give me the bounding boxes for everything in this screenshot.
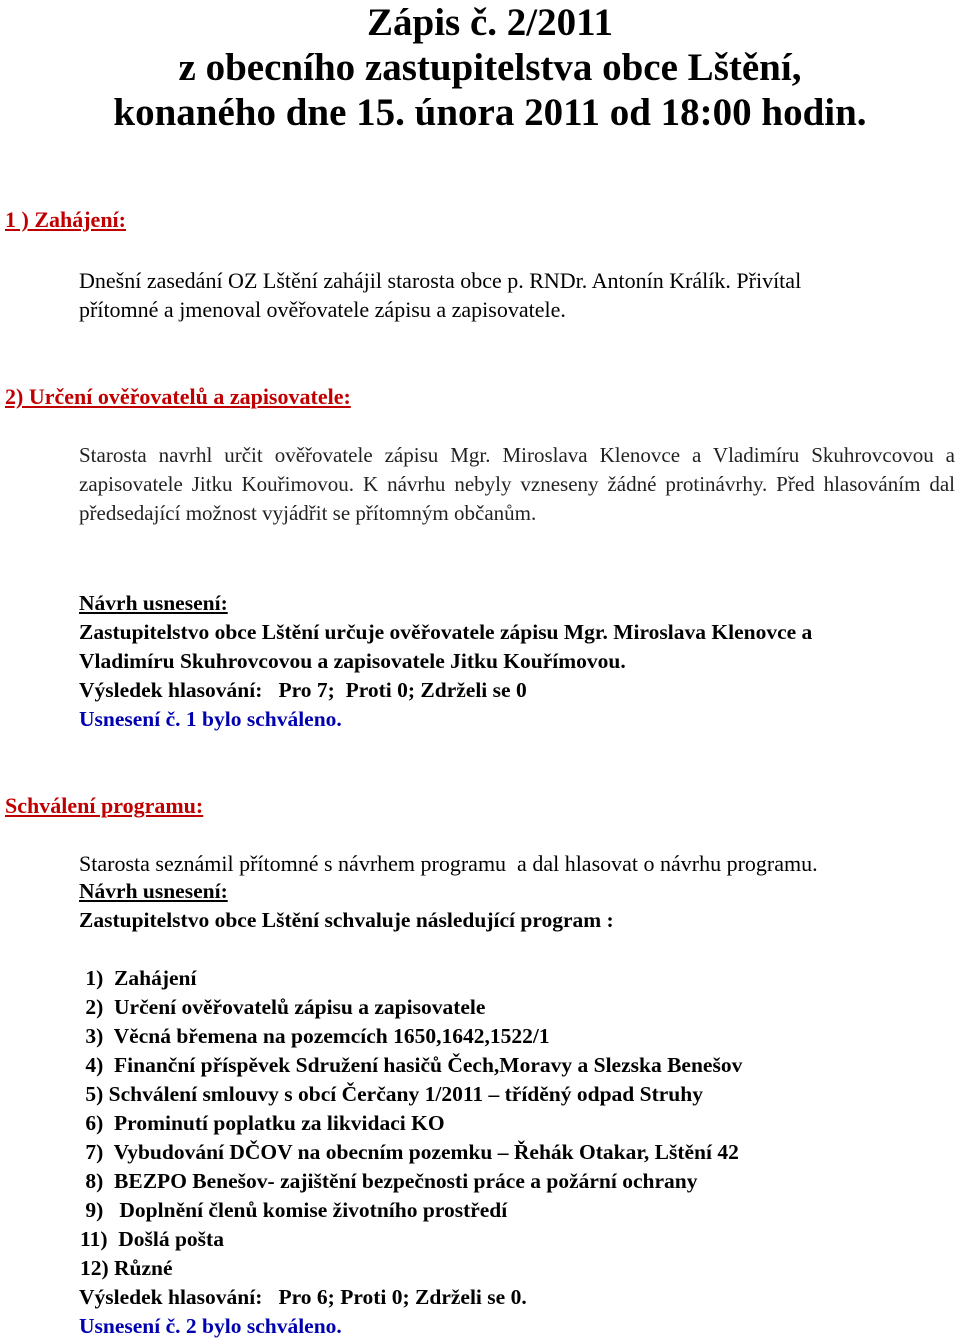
section-1-text-line-2: přítomné a jmenoval ověřovatele zápisu a zapisovatele. (79, 297, 566, 322)
program-item: 12) Různé (80, 1256, 173, 1280)
section-2-approved: Usnesení č. 1 bylo schváleno. (79, 707, 342, 731)
section-1-heading: 1 ) Zahájení: (5, 207, 126, 232)
section-3-heading: Schválení programu: (5, 793, 204, 818)
section-3-approved: Usnesení č. 2 bylo schváleno. (79, 1314, 342, 1338)
program-item: 8) BEZPO Benešov- zajištění bezpečnosti práce a požární ochrany (80, 1169, 698, 1193)
document-date-line: konaného dne 15. února 2011 od 18:00 hodin. (113, 91, 867, 134)
program-item: 9) Doplnění členů komise životního prostředí (80, 1198, 508, 1222)
section-3-proposal-label: Návrh usnesení: (79, 879, 228, 903)
program-item: 3) Věcná břemena na pozemcích 1650,1642,1522/1 (80, 1024, 550, 1048)
section-3-text: Starosta seznámil přítomné s návrhem programu a dal hlasovat o návrhu programu. (79, 851, 818, 876)
program-item: 6) Prominutí poplatku za likvidaci KO (80, 1111, 445, 1135)
section-1-text-line-1: Dnešní zasedání OZ Lštění zahájil starosta obce p. RNDr. Antonín Králík. Přivítal (79, 268, 802, 293)
program-item: 4) Finanční příspěvek Sdružení hasičů Čech,Moravy a Slezska Benešov (80, 1053, 743, 1077)
program-item: 11) Došlá pošta (80, 1227, 224, 1251)
document-subtitle: z obecního zastupitelstva obce Lštění, (178, 46, 802, 89)
section-2-resolution-line-2: Vladimíru Skuhrovcovou a zapisovatele Jitku Kouřímovou. (79, 649, 626, 673)
section-2-paragraph: Starosta navrhl určit ověřovatele zápisu Mgr. Miroslava Klenovce a Vladimíru Skuhrovcovou a zapisovatele Jitku Kouřimovou. K návrhu nebyly vzneseny žádné protinávrhy. Před hlasováním dal předsedající možnost vyjádřit se přítomným občanům. (79, 443, 955, 525)
section-2-resolution-line-1: Zastupitelstvo obce Lštění určuje ověřovatele zápisu Mgr. Miroslava Klenovce a (79, 620, 813, 644)
section-2-heading: 2) Určení ověřovatelů a zapisovatele: (5, 384, 351, 409)
program-item: 7) Vybudování DČOV na obecním pozemku – Řehák Otakar, Lštění 42 (80, 1140, 739, 1164)
section-2-vote-result: Výsledek hlasování: Pro 7; Proti 0; Zdrželi se 0 (79, 678, 527, 702)
document-title: Zápis č. 2/2011 (367, 1, 613, 44)
program-item: 5) Schválení smlouvy s obcí Čerčany 1/2011 – tříděný odpad Struhy (80, 1082, 703, 1106)
program-item: 1) Zahájení (80, 966, 197, 990)
section-3-vote-result: Výsledek hlasování: Pro 6; Proti 0; Zdrželi se 0. (79, 1285, 527, 1309)
section-2-proposal-label: Návrh usnesení: (79, 591, 228, 615)
section-3-resolution: Zastupitelstvo obce Lštění schvaluje následující program : (79, 908, 614, 932)
program-item: 2) Určení ověřovatelů zápisu a zapisovatele (80, 995, 486, 1019)
